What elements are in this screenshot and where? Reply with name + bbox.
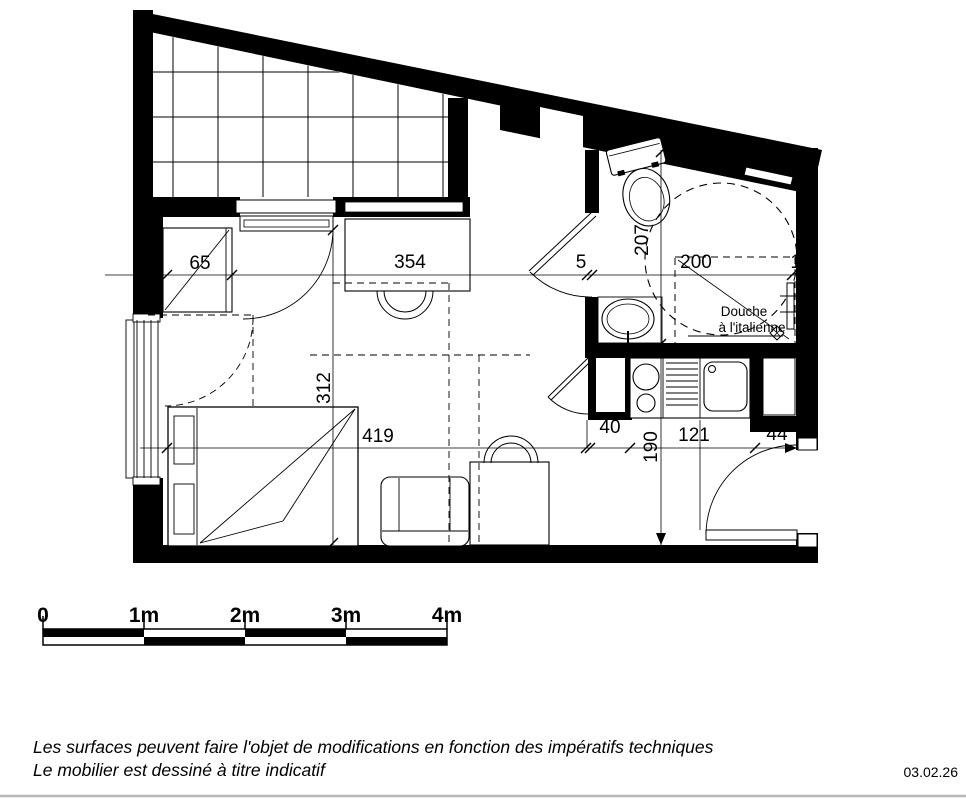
- terrace-door: [236, 200, 336, 319]
- desk-chair: [377, 291, 433, 319]
- entry-door-swing: [706, 445, 796, 535]
- kitchen: [630, 358, 795, 418]
- footer-note-line2: Le mobilier est dessiné à titre indicatif: [33, 760, 325, 780]
- left-window-swing: [148, 315, 253, 410]
- appliance-niche: [763, 358, 795, 415]
- closet-door: [548, 358, 591, 414]
- dim-label-65: 65: [189, 253, 211, 274]
- dim-label-40: 40: [599, 417, 621, 438]
- pillow: [174, 484, 194, 534]
- sloped-wall-window: [540, 107, 583, 169]
- washbasin: [598, 297, 662, 345]
- bed: [168, 407, 358, 546]
- scale-label-0: 0: [37, 604, 49, 627]
- scale-label-1m: 1m: [128, 604, 160, 627]
- scale-label-2m: 2m: [229, 604, 261, 627]
- sink-tap: [709, 366, 716, 373]
- dim-label-44: 44: [766, 424, 788, 445]
- dim-label-207: 207: [632, 224, 653, 256]
- dim-label-419: 419: [362, 426, 394, 447]
- shower-label-line2: à l'italienne: [718, 320, 786, 335]
- dim-label-312: 312: [314, 372, 335, 404]
- dim-label-18: 18: [790, 252, 812, 273]
- scale-label-3m: 3m: [330, 604, 362, 627]
- dim-label-354: 354: [394, 252, 426, 273]
- shower-label-line1: Douche: [720, 304, 768, 319]
- high-window: [345, 202, 463, 212]
- table-chair: [484, 436, 538, 463]
- dim-label-5: 5: [575, 252, 587, 273]
- utility-closet: [596, 358, 625, 412]
- entry-door: [706, 438, 817, 547]
- terrace-door-swing: [243, 229, 333, 319]
- plan-date: 03.02.26: [903, 764, 958, 780]
- left-window: [126, 314, 160, 485]
- scale-bar: [37, 604, 462, 645]
- pillow: [174, 416, 194, 464]
- bathroom-door-swing: [530, 272, 592, 297]
- armchair: [381, 477, 469, 546]
- shower-column: [787, 283, 794, 329]
- table: [470, 462, 549, 545]
- sloped-top-wall: [133, 10, 822, 172]
- dim-label-200: 200: [680, 252, 712, 273]
- dim-label-190: 190: [641, 431, 662, 463]
- closet-door-swing: [548, 397, 590, 414]
- dim-label-121: 121: [678, 425, 710, 446]
- burner-small: [637, 394, 655, 412]
- scale-label-4m: 4m: [431, 604, 463, 627]
- burner-large: [633, 364, 659, 390]
- footer-note-line1: Les surfaces peuvent faire l'objet de modifications en fonction des impératifs techniques: [33, 737, 714, 757]
